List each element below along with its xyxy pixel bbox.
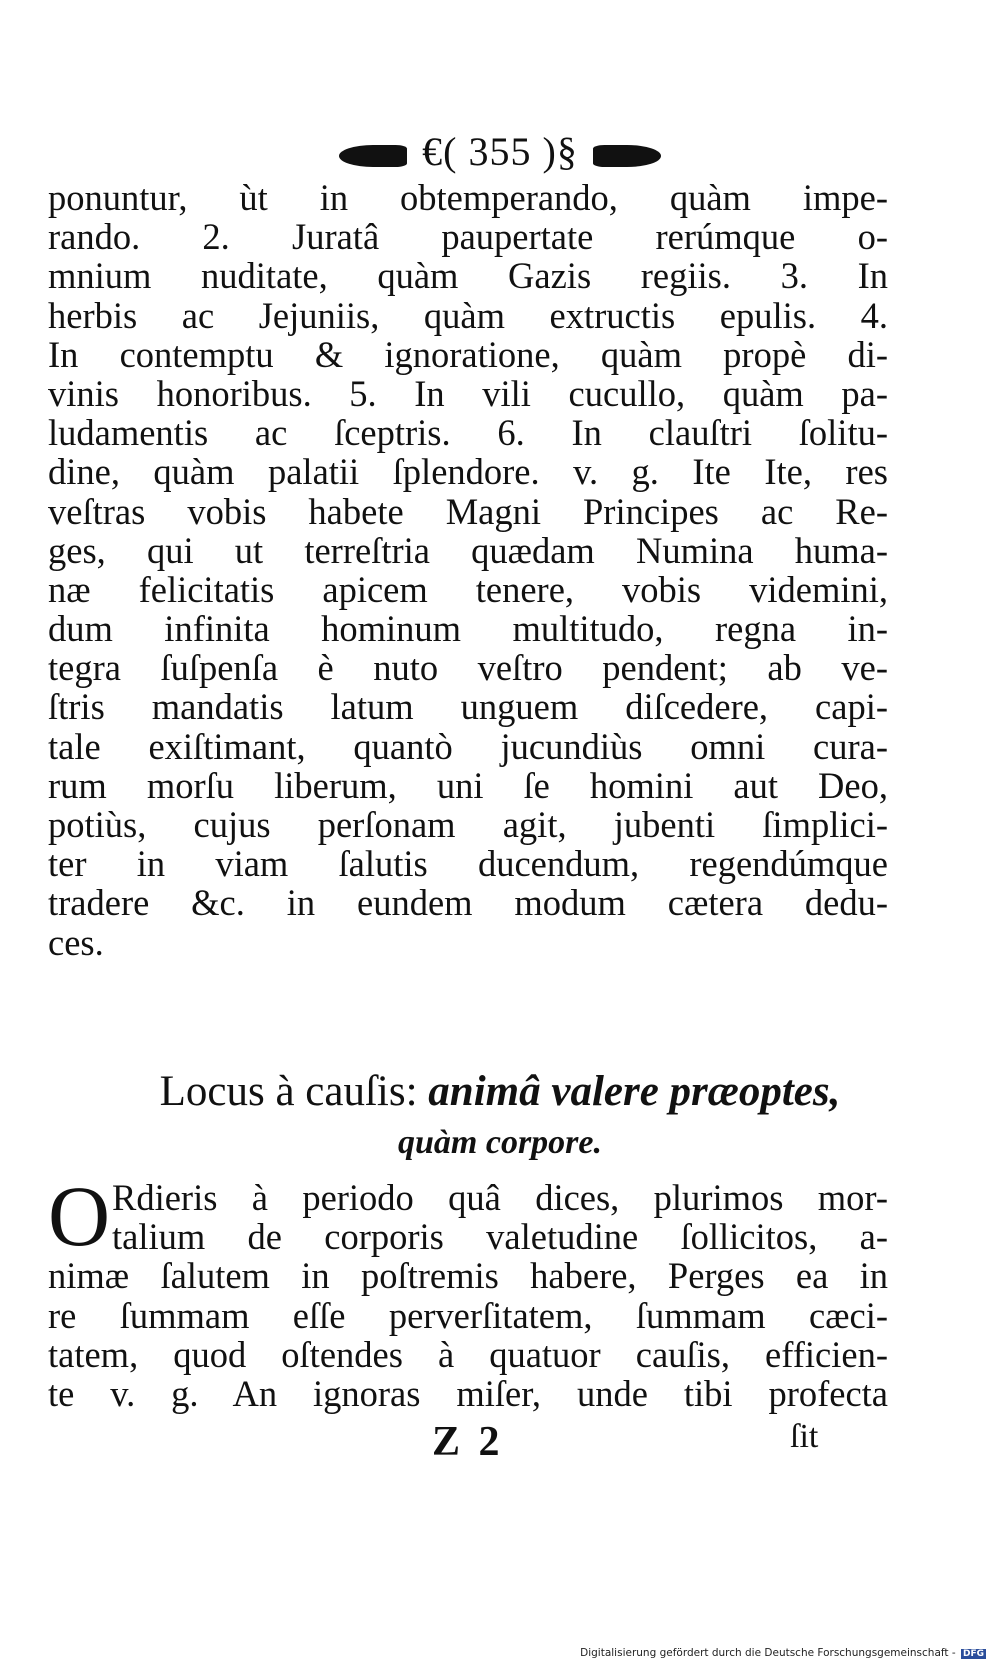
text-line: ſtris mandatis latum unguem diſcedere, capi-: [48, 686, 888, 728]
digitization-credit: [580, 1647, 986, 1659]
left-ornament-icon: [339, 145, 407, 167]
text-line: rum morſu liberum, uni ſe homini aut Deo,: [48, 764, 888, 806]
text-line: ces.: [48, 921, 104, 963]
drop-cap: O: [48, 1168, 111, 1264]
header-bracket-left: €(: [422, 129, 458, 174]
text-line: ges, qui ut terreſtria quædam Numina huma-: [48, 529, 888, 571]
dfg-logo: DFG: [962, 1649, 984, 1659]
text-line: Rdieris à periodo quâ dices, plurimos mor-: [112, 1177, 888, 1218]
heading-italic: animâ valere præoptes,: [428, 1068, 841, 1115]
text-line: næ felicitatis apicem tenere, vobis videmini,: [48, 568, 888, 610]
catchword: ſit: [790, 1418, 819, 1455]
paragraph-2: [48, 1168, 888, 1414]
text-line: re ſummam eſſe perverſitatem, ſummam cæci-: [48, 1294, 888, 1336]
text-line: te v. g. An ignoras miſer, unde tibi profecta: [48, 1372, 888, 1414]
page-header: [0, 128, 1000, 176]
text-line: ponuntur, ùt in obtemperando, quàm impe-: [48, 177, 888, 218]
heading-roman: Locus à cauſis:: [159, 1068, 418, 1115]
text-line: potiùs, cujus perſonam agit, jubenti ſimplici-: [48, 804, 888, 845]
text-line: tegra ſuſpenſa è nuto veſtro pendent; ab ve-: [48, 647, 888, 689]
text-line: tradere &c. in eundem modum cætera dedu-: [48, 882, 888, 924]
paragraph-1: [48, 178, 888, 962]
text-line: herbis ac Jejuniis, quàm extructis epulis. 4.: [48, 294, 888, 336]
text-line: nimæ ſalutem in poſtremis habere, Perges ea in: [48, 1255, 888, 1297]
text-line: dine, quàm palatii ſplendore. v. g. Ite Ite, res: [48, 451, 888, 493]
section-subheading: quàm corpore.: [398, 1124, 602, 1161]
text-line: ter in viam ſalutis ducendum, regendúmque: [48, 843, 888, 885]
text-line: ludamentis ac ſceptris. 6. In clauſtri ſolitu-: [48, 412, 888, 454]
page-number: 355: [468, 129, 532, 174]
text-line: veſtras vobis habete Magni Principes ac Re-: [48, 490, 888, 532]
section-heading: [0, 1062, 1000, 1122]
text-line: vinis honoribus. 5. In vili cucullo, quàm pa-: [48, 372, 888, 414]
text-line: talium de corporis valetudine ſollicitos, a-: [112, 1216, 888, 1258]
signature-mark: Z 2: [432, 1419, 504, 1465]
credit-text: Digitalisierung gefördert durch die Deutsche Forschungsgemeinschaft -: [580, 1647, 956, 1659]
text-line: dum infinita hominum multitudo, regna in-: [48, 608, 888, 650]
header-bracket-right: )§: [542, 129, 578, 174]
dropcap-wrapper: [48, 1168, 888, 1264]
text-line: tale exiſtimant, quantò jucundiùs omni cura-: [48, 725, 888, 767]
right-ornament-icon: [593, 145, 661, 167]
text-line: In contemptu & ignoratione, quàm propè di-: [48, 333, 888, 375]
text-line: tatem, quod oſtendes à quatuor cauſis, efficien-: [48, 1333, 888, 1375]
text-line: mnium nuditate, quàm Gazis regiis. 3. In: [48, 255, 888, 297]
text-line: rando. 2. Juratâ paupertate rerúmque o-: [48, 216, 888, 258]
